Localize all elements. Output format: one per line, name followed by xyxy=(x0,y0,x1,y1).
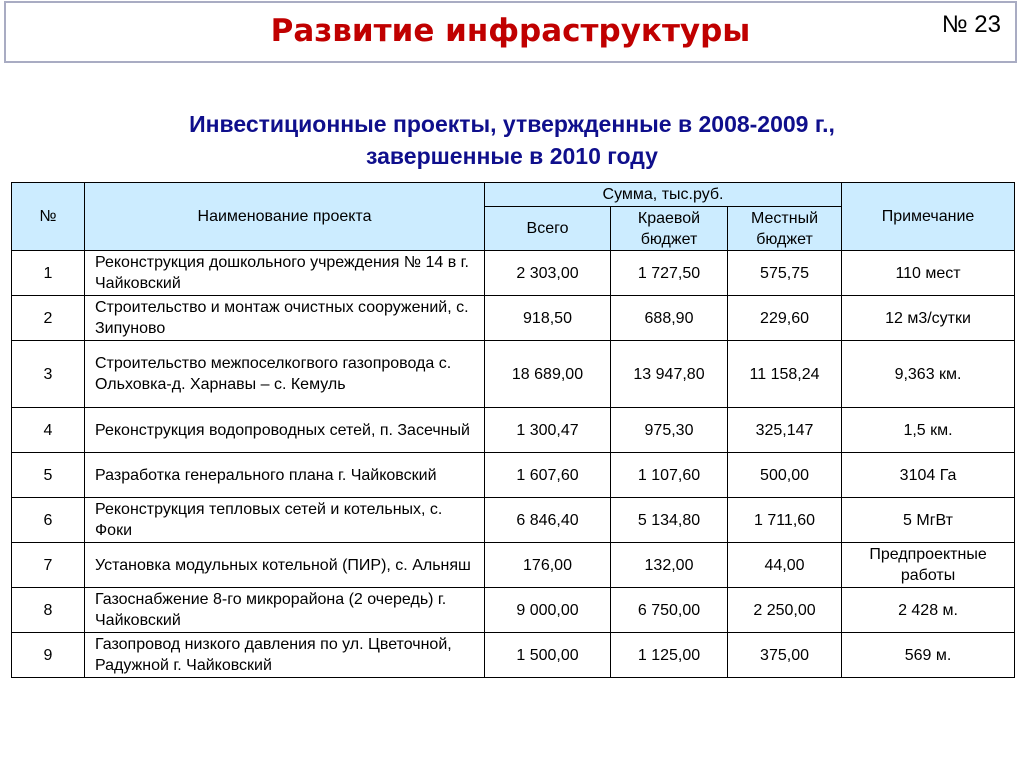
header-regional: Краевой бюджет xyxy=(611,207,728,251)
cell-num: 9 xyxy=(12,633,85,678)
cell-note: 12 м3/сутки xyxy=(842,296,1015,341)
cell-local: 500,00 xyxy=(728,453,842,498)
table-row xyxy=(12,408,1015,453)
cell-total: 1 607,60 xyxy=(485,453,611,498)
cell-num: 5 xyxy=(12,453,85,498)
cell-name: Разработка генерального плана г. Чайковский xyxy=(85,453,485,498)
cell-name: Газоснабжение 8-го микрорайона (2 очередь) г. Чайковский xyxy=(85,588,485,633)
page-title: Развитие инфраструктуры xyxy=(270,13,751,49)
cell-name: Строительство межпоселкогвого газопровода с. Ольховка-д. Харнавы – с. Кемуль xyxy=(85,341,485,408)
cell-local: 229,60 xyxy=(728,296,842,341)
cell-regional: 13 947,80 xyxy=(611,341,728,408)
cell-num: 4 xyxy=(12,408,85,453)
header-name: Наименование проекта xyxy=(85,183,485,251)
cell-regional: 1 125,00 xyxy=(611,633,728,678)
cell-name: Реконструкция тепловых сетей и котельных, с. Фоки xyxy=(85,498,485,543)
table-row xyxy=(12,588,1015,633)
table-caption xyxy=(0,108,1024,172)
header-num: № xyxy=(12,183,85,251)
cell-note: Предпроектные работы xyxy=(842,543,1015,588)
cell-local: 11 158,24 xyxy=(728,341,842,408)
header-local: Местный бюджет xyxy=(728,207,842,251)
cell-regional: 688,90 xyxy=(611,296,728,341)
table-row xyxy=(12,341,1015,408)
cell-regional: 1 107,60 xyxy=(611,453,728,498)
cell-note: 110 мест xyxy=(842,251,1015,296)
cell-note: 3104 Га xyxy=(842,453,1015,498)
cell-num: 2 xyxy=(12,296,85,341)
cell-total: 176,00 xyxy=(485,543,611,588)
cell-local: 575,75 xyxy=(728,251,842,296)
cell-local: 325,147 xyxy=(728,408,842,453)
cell-num: 6 xyxy=(12,498,85,543)
cell-local: 375,00 xyxy=(728,633,842,678)
cell-name: Газопровод низкого давления по ул. Цветочной, Радужной г. Чайковский xyxy=(85,633,485,678)
cell-local: 1 711,60 xyxy=(728,498,842,543)
table-row xyxy=(12,251,1015,296)
cell-note: 5 МгВт xyxy=(842,498,1015,543)
cell-regional: 5 134,80 xyxy=(611,498,728,543)
cell-total: 6 846,40 xyxy=(485,498,611,543)
cell-regional: 975,30 xyxy=(611,408,728,453)
header-note: Примечание xyxy=(842,183,1015,251)
cell-regional: 132,00 xyxy=(611,543,728,588)
cell-total: 18 689,00 xyxy=(485,341,611,408)
cell-note: 569 м. xyxy=(842,633,1015,678)
cell-note: 1,5 км. xyxy=(842,408,1015,453)
table-row xyxy=(12,296,1015,341)
cell-local: 44,00 xyxy=(728,543,842,588)
cell-note: 2 428 м. xyxy=(842,588,1015,633)
cell-local: 2 250,00 xyxy=(728,588,842,633)
header-row xyxy=(12,183,1015,207)
cell-total: 918,50 xyxy=(485,296,611,341)
cell-note: 9,363 км. xyxy=(842,341,1015,408)
cell-num: 1 xyxy=(12,251,85,296)
cell-num: 7 xyxy=(12,543,85,588)
cell-num: 8 xyxy=(12,588,85,633)
cell-total: 1 300,47 xyxy=(485,408,611,453)
projects-table xyxy=(11,182,1015,678)
cell-name: Реконструкция водопроводных сетей, п. Засечный xyxy=(85,408,485,453)
header-total: Всего xyxy=(485,207,611,251)
cell-total: 1 500,00 xyxy=(485,633,611,678)
title-banner xyxy=(4,1,1017,63)
table-caption-line-2: завершенные в 2010 году xyxy=(366,143,658,169)
cell-name: Строительство и монтаж очистных сооружений, с. Зипуново xyxy=(85,296,485,341)
table-caption-line-1: Инвестиционные проекты, утвержденные в 2008-2009 г., xyxy=(189,111,835,137)
cell-num: 3 xyxy=(12,341,85,408)
table-row xyxy=(12,633,1015,678)
cell-regional: 6 750,00 xyxy=(611,588,728,633)
cell-total: 2 303,00 xyxy=(485,251,611,296)
cell-regional: 1 727,50 xyxy=(611,251,728,296)
table-row xyxy=(12,498,1015,543)
cell-total: 9 000,00 xyxy=(485,588,611,633)
cell-name: Установка модульных котельной (ПИР), с. Альняш xyxy=(85,543,485,588)
cell-name: Реконструкция дошкольного учреждения № 14 в г. Чайковский xyxy=(85,251,485,296)
table-row xyxy=(12,453,1015,498)
header-sum: Сумма, тыс.руб. xyxy=(485,183,842,207)
slide-number: № 23 xyxy=(941,11,1001,38)
table-row xyxy=(12,543,1015,588)
